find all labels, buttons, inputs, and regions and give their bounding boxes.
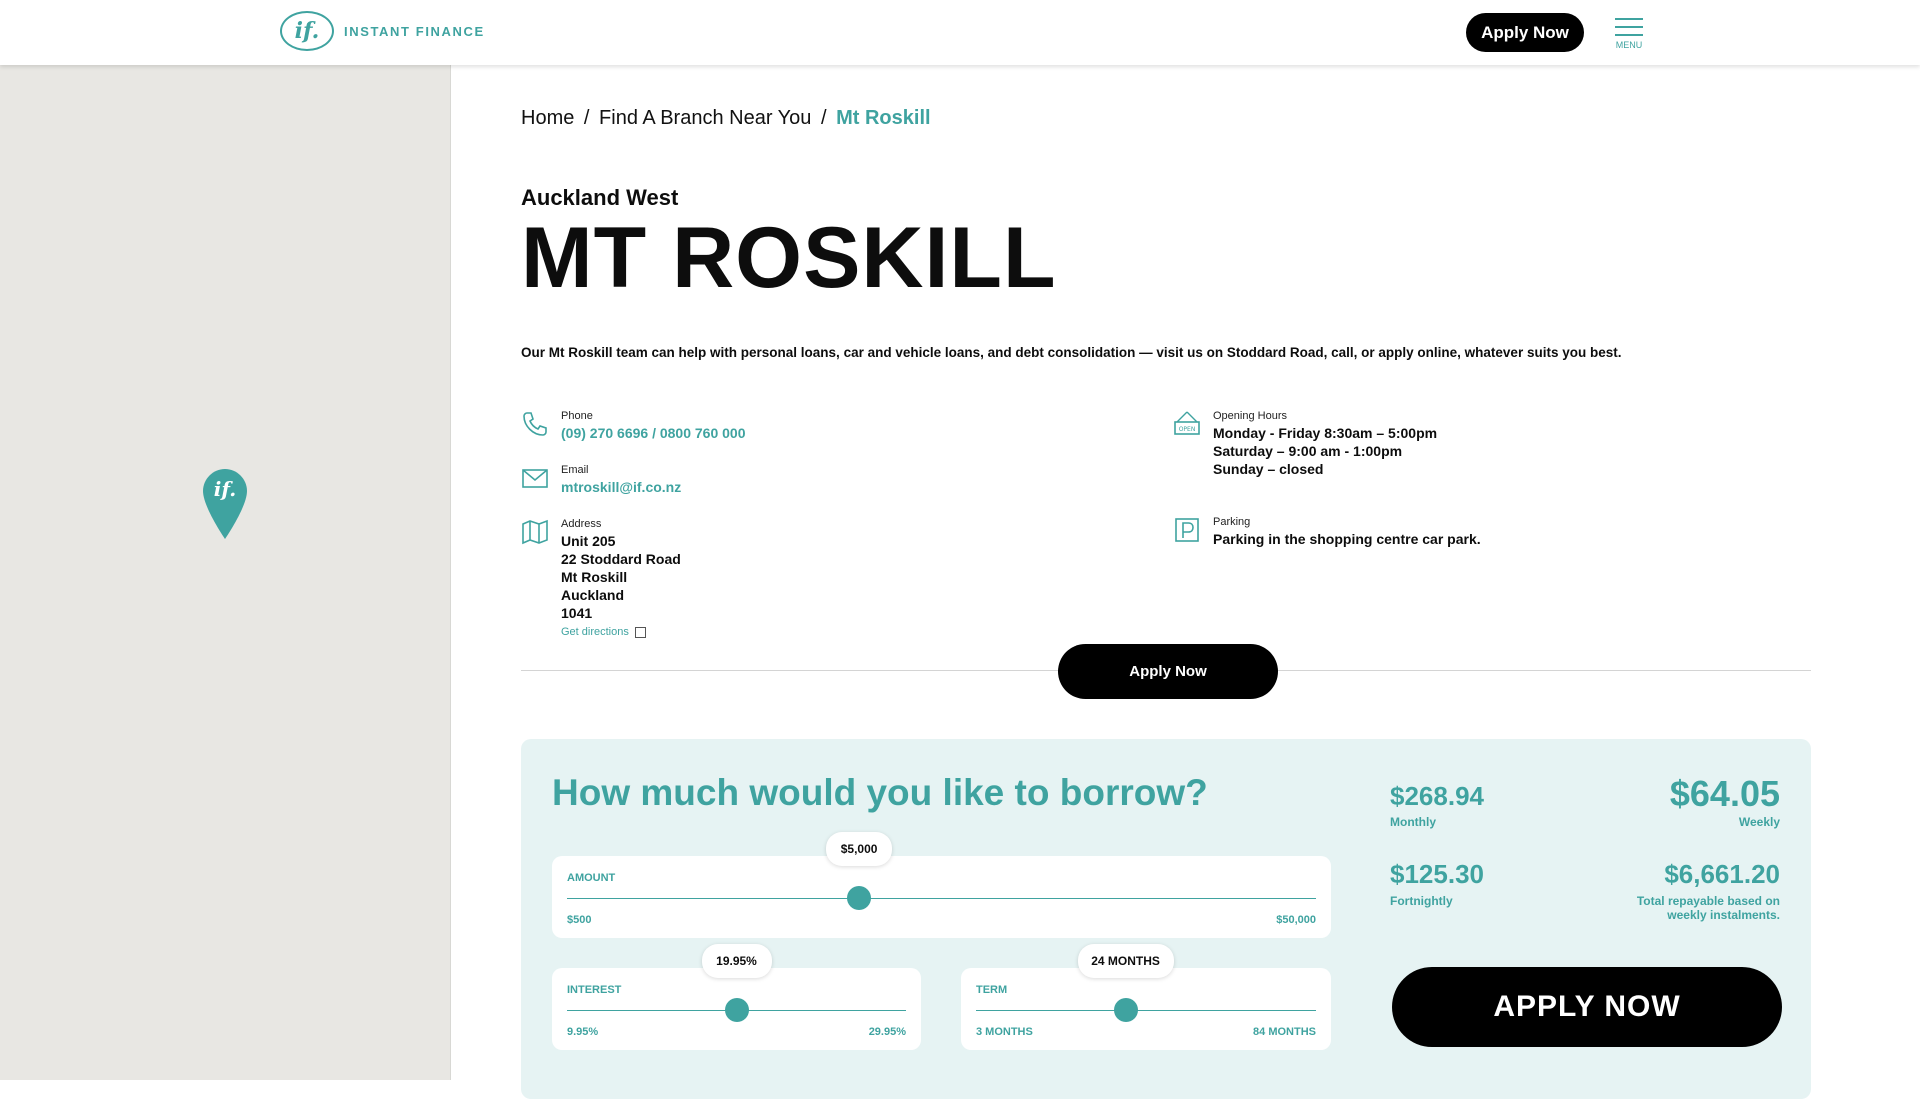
total-label-line: Total repayable based on: [1636, 894, 1780, 908]
calculator-apply-button[interactable]: APPLY NOW: [1392, 967, 1782, 1047]
breadcrumb-home[interactable]: Home: [521, 107, 575, 129]
map-pin-label: if.: [213, 477, 237, 501]
interest-label: INTEREST: [567, 984, 622, 996]
interest-max: 29.95%: [868, 1026, 906, 1038]
breadcrumb-current: Mt Roskill: [836, 107, 931, 129]
address-line: 1041: [561, 605, 593, 621]
parking-icon: [1173, 516, 1201, 544]
amount-min: $500: [567, 914, 592, 926]
email-block: [521, 464, 681, 496]
address-line: Unit 205: [561, 533, 616, 549]
total-label-line: weekly instalments.: [1667, 908, 1780, 922]
weekly-label: Weekly: [1738, 815, 1780, 829]
calculator-title: How much would you like to borrow?: [552, 772, 1208, 813]
total-repayable: $6,661.20: [1664, 859, 1780, 889]
get-directions-label: Get directions: [561, 626, 629, 638]
site-header: [0, 0, 1920, 65]
breadcrumb-find-branch[interactable]: Find A Branch Near You: [599, 107, 812, 129]
term-slider-handle[interactable]: [1114, 998, 1138, 1022]
apply-now-button[interactable]: Apply Now: [1058, 644, 1278, 699]
mail-icon: [521, 464, 549, 492]
address-line: Auckland: [561, 587, 625, 603]
hours-line: Sunday – closed: [1213, 461, 1324, 477]
branch-map[interactable]: [0, 65, 451, 1080]
fortnightly-repayment: $125.30: [1390, 859, 1484, 889]
phone-icon: [521, 410, 549, 438]
interest-slider-handle[interactable]: [725, 998, 749, 1022]
logo[interactable]: [280, 11, 485, 51]
parking-label: Parking: [1213, 516, 1251, 528]
monthly-label: Monthly: [1390, 815, 1436, 829]
page-title: MT ROSKILL: [521, 210, 1057, 306]
amount-slider-handle[interactable]: [847, 886, 871, 910]
phone-block: [521, 410, 746, 442]
menu-label: MENU: [1615, 40, 1643, 50]
parking-block: [1173, 516, 1481, 548]
logo-text: INSTANT FINANCE: [344, 23, 485, 39]
external-link-icon: [635, 627, 646, 638]
amount-value-tooltip: $5,000: [826, 832, 892, 866]
svg-text:OPEN: OPEN: [1178, 426, 1196, 433]
monthly-repayment: $268.94: [1390, 781, 1484, 811]
interest-slider-card: [552, 968, 921, 1050]
hamburger-icon: [1615, 18, 1643, 20]
term-track[interactable]: [976, 1010, 1316, 1011]
amount-max: $50,000: [1276, 914, 1316, 926]
weekly-repayment: $64.05: [1669, 773, 1780, 814]
branch-intro: Our Mt Roskill team can help with personal loans, car and vehicle loans, and debt consolidation — visit us on Stoddard Road, call, or apply online, whatever suits you best.: [521, 345, 1622, 360]
hours-line: Saturday – 9:00 am - 1:00pm: [1213, 443, 1403, 459]
address-line: Mt Roskill: [561, 569, 628, 585]
address-block: [521, 518, 681, 638]
breadcrumb-separator: /: [820, 107, 827, 129]
branch-region: Auckland West: [521, 185, 679, 210]
loan-calculator: [521, 739, 1811, 1099]
total-label: [1637, 894, 1780, 922]
phone-link[interactable]: (09) 270 6696 / 0800 760 000: [561, 425, 746, 441]
email-link[interactable]: mtroskill@if.co.nz: [561, 479, 682, 495]
address-label: Address: [561, 518, 602, 530]
breadcrumb-separator: /: [583, 107, 590, 129]
hours-line: Monday - Friday 8:30am – 5:00pm: [1213, 425, 1438, 441]
term-max: 84 MONTHS: [1253, 1026, 1316, 1038]
get-directions-link[interactable]: [561, 626, 681, 638]
header-apply-button[interactable]: Apply Now: [1466, 13, 1584, 52]
hours-block: [1173, 410, 1437, 478]
term-slider-card: [961, 968, 1331, 1050]
hamburger-icon-bar: [1615, 26, 1643, 28]
interest-min: 9.95%: [567, 1026, 599, 1038]
map-pin-icon[interactable]: [203, 469, 247, 539]
fortnightly-label: Fortnightly: [1390, 894, 1453, 908]
amount-track[interactable]: [567, 898, 1316, 899]
hours-label: Opening Hours: [1213, 410, 1287, 422]
email-label: Email: [561, 464, 589, 476]
address-line: 22 Stoddard Road: [561, 551, 681, 567]
hamburger-icon-bar: [1615, 34, 1643, 36]
interest-value-tooltip: 19.95%: [702, 944, 772, 978]
amount-slider-card: [552, 856, 1331, 938]
parking-value: Parking in the shopping centre car park.: [1213, 531, 1481, 547]
menu-button[interactable]: [1613, 18, 1645, 50]
term-value-tooltip: 24 MONTHS: [1078, 944, 1174, 978]
open-sign-icon: [1173, 410, 1201, 438]
term-min: 3 MONTHS: [976, 1026, 1033, 1038]
logo-mark: if.: [280, 11, 334, 51]
term-label: TERM: [976, 984, 1008, 996]
phone-label: Phone: [561, 410, 593, 422]
breadcrumb: [521, 107, 931, 130]
map-icon: [521, 518, 549, 546]
amount-label: AMOUNT: [567, 872, 616, 884]
